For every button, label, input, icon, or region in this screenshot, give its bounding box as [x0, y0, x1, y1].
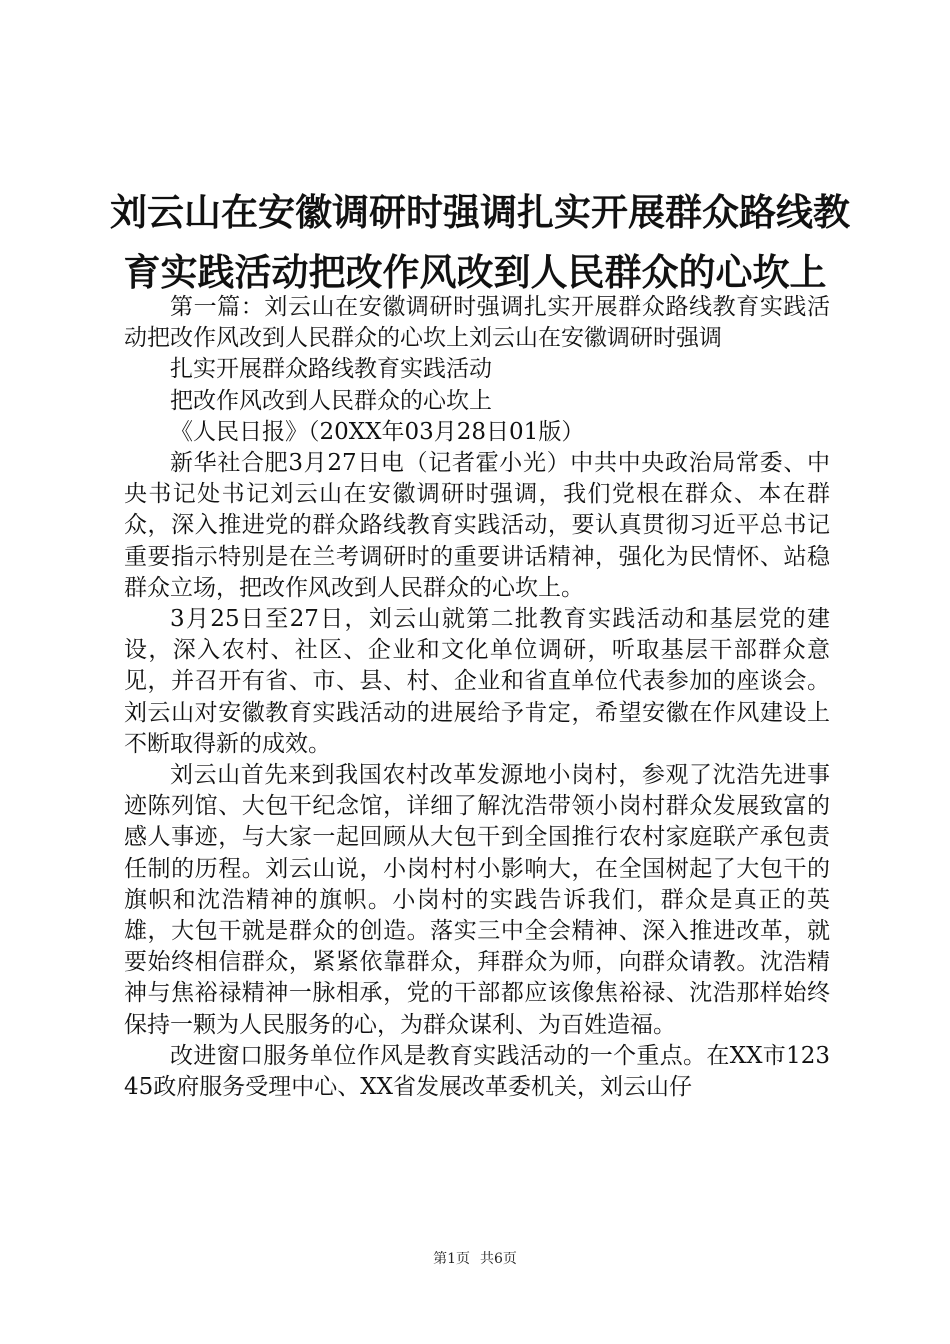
title-line-1: 刘云山在安徽调研时强调扎实开展群众路线教 [110, 190, 850, 234]
paragraph-body: 3月25日至27日，刘云山就第二批教育实践活动和基层党的建设，深入农村、社区、企业和文化单位调研，听取基层干部群众意见，并召开有省、市、县、村、企业和省直单位代表参加的座谈会。刘云山对安徽教育实践活动的进展给予肯定，希望安徽在作风建设上不断取得新的成效。 [124, 606, 830, 757]
paragraph-body: 新华社合肥3月27日电（记者霍小光）中共中央政治局常委、中央书记处书记刘云山在安徽调研时强调，我们党根在群众、本在群众，深入推进党的群众路线教育实践活动，要认真贯彻习近平总书记重要指示特别是在兰考调研时的重要讲话精神，强化为民情怀、站稳群众立场，把改作风改到人民群众的心坎上。 [124, 450, 830, 601]
page-total: 共6页 [480, 1251, 517, 1267]
title-line-2: 育实践活动把改作风改到人民群众的心坎上 [123, 250, 827, 294]
paragraph-subtitle-2: 把改作风改到人民群众的心坎上 [170, 387, 492, 414]
page-number: 第1页 [433, 1251, 470, 1267]
paragraph-subtitle-1: 扎实开展群众路线教育实践活动 [170, 356, 492, 383]
document-body [124, 292, 830, 1103]
document-title [110, 182, 850, 302]
page-footer [0, 1248, 950, 1268]
paragraph-source: 《人民日报》（20XX年03月28日01版） [170, 418, 585, 445]
paragraph-body: 刘云山首先来到我国农村改革发源地小岗村，参观了沈浩先进事迹陈列馆、大包干纪念馆，详细了解沈浩带领小岗村群众发展致富的感人事迹，与大家一起回顾从大包干到全国推行农村家庭联产承包责任制的历程。刘云山说，小岗村村小影响大，在全国树起了大包干的旗帜和沈浩精神的旗帜。小岗村的实践告诉我们，群众是真正的英雄，大包干就是群众的创造。落实三中全会精神、深入推进改革，就要始终相信群众，紧紧依靠群众，拜群众为师，向群众请教。沈浩精神与焦裕禄精神一脉相承，党的干部都应该像焦裕禄、沈浩那样始终保持一颗为人民服务的心，为群众谋利、为百姓造福。 [124, 762, 830, 1038]
paragraph-chapter-heading: 第一篇：刘云山在安徽调研时强调扎实开展群众路线教育实践活动把改作风改到人民群众的心坎上刘云山在安徽调研时强调 [124, 294, 830, 352]
paragraph-body: 改进窗口服务单位作风是教育实践活动的一个重点。在XX市12345政府服务受理中心、XX省发展改革委机关，刘云山仔 [124, 1042, 830, 1101]
